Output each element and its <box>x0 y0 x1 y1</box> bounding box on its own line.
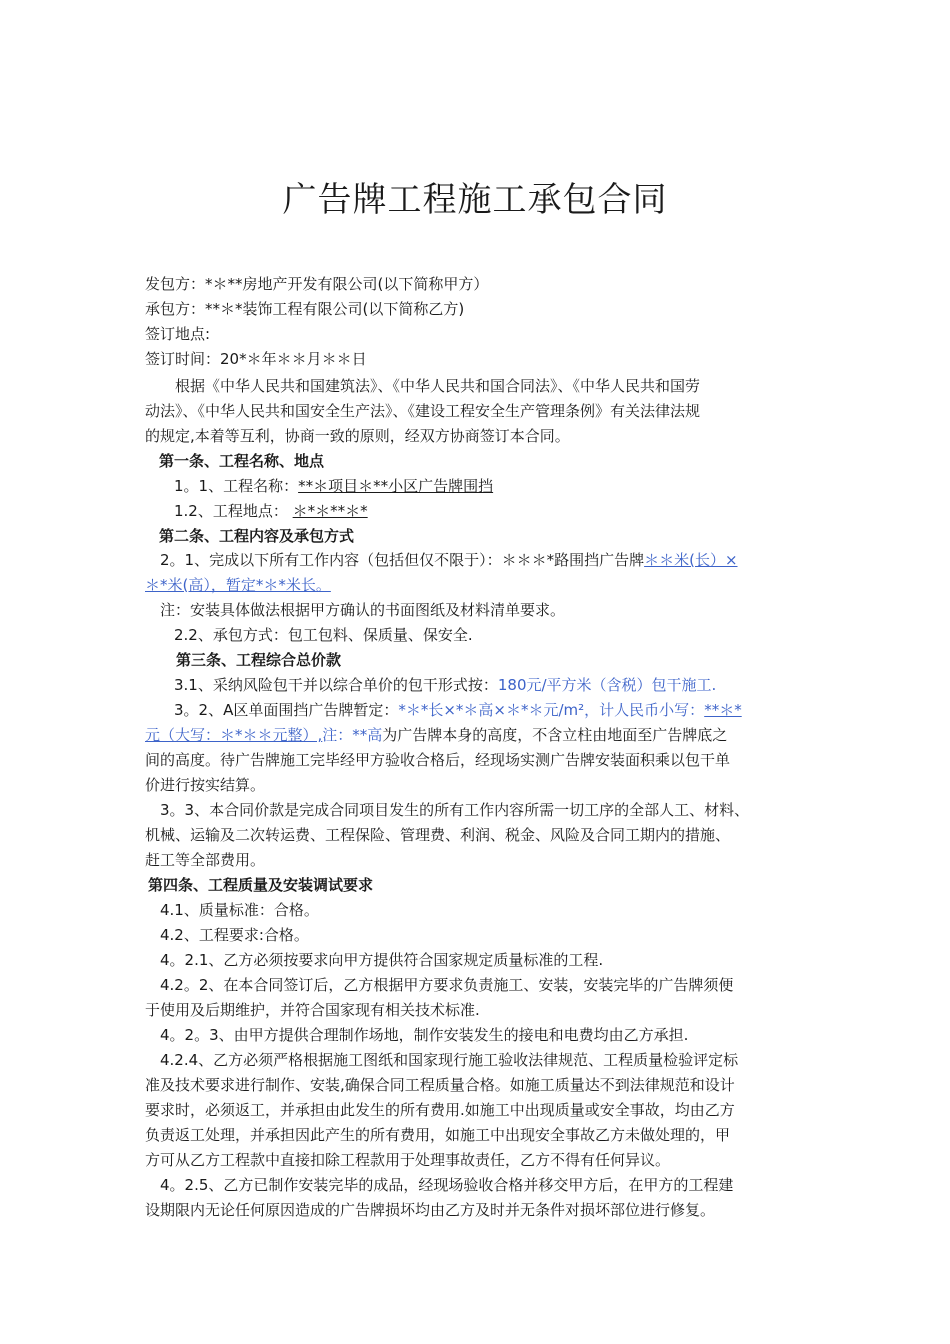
project-name-line <box>174 474 844 498</box>
provisional-sum-line: 价进行按实结算。 <box>145 776 266 794</box>
clause-4-2-2: 4.2。2、在本合同签订后，乙方根据甲方要求负责施工、安装，安装完毕的广告牌须便 <box>160 976 734 994</box>
document-title: 广告牌工程施工承包合同 <box>282 180 668 220</box>
work-scope-size: ＊＊米(长）× <box>644 551 738 569</box>
contractor-line: 承包方：**＊*装饰工程有限公司(以下简称乙方) <box>145 300 465 318</box>
height-note-text: 为广告牌本身的高度，不含立柱由地面至广告牌底之 <box>382 726 728 744</box>
article-1-heading: 第一条、工程名称、地点 <box>159 452 325 470</box>
clause-4-2-4: 负责返工处理，并承担因此产生的所有费用，如施工中出现安全事故乙方未做处理的，甲 <box>145 1126 731 1144</box>
project-site-value: ＊*＊**＊* <box>292 502 368 520</box>
article-3-heading: 第三条、工程综合总价款 <box>176 651 342 669</box>
contract-mode-line: 2.2、承包方式：包工包料、保质量、保安全. <box>174 626 473 644</box>
project-requirement-line: 4.2、工程要求:合格。 <box>160 926 309 944</box>
clause-4-2-3: 4。2。3、由甲方提供合理制作场地，制作安装发生的接电和电费均由乙方承担. <box>160 1026 689 1044</box>
unit-price-value: 180元/平方米（含税）包干施工. <box>497 676 717 694</box>
project-name-label: 1。1、工程名称： <box>174 477 299 495</box>
quality-standard-line: 4.1、质量标准：合格。 <box>160 901 319 919</box>
price-scope-line: 赶工等全部费用。 <box>145 851 266 869</box>
work-scope-line <box>145 573 815 597</box>
price-scope-line: 机械、运输及二次转运费、工程保险、管理费、利润、税金、风险及合同工期内的措施、 <box>145 826 731 844</box>
price-scope-line: 3。3、本合同价款是完成合同项目发生的所有工作内容所需一切工序的全部人工、材料、 <box>160 801 750 819</box>
employer-line: 发包方：*＊**房地产开发有限公司(以下简称甲方） <box>145 275 489 293</box>
clause-4-2-4: 准及技术要求进行制作、安装,确保合同工程质量合格。如施工质量达不到法律规范和设计 <box>145 1076 735 1094</box>
preamble-line: 根据《中华人民共和国建筑法》、《中华人民共和国合同法》、《中华人民共和国劳 <box>175 377 701 395</box>
provisional-sum-formula: *＊*长×*＊高×＊*＊元/m²，计人民币小写： <box>398 701 705 719</box>
provisional-sum-line <box>174 698 815 722</box>
article-2-heading: 第二条、工程内容及承包方式 <box>159 527 355 545</box>
clause-4-2-4: 要求时，必须返工，并承担由此发生的所有费用.如施工中出现质量或安全事故，均由乙方 <box>145 1101 735 1119</box>
work-scope-line <box>160 548 815 572</box>
article-4-heading: 第四条、工程质量及安装调试要求 <box>148 876 374 894</box>
project-site-label: 1.2、工程地点： <box>174 502 288 520</box>
project-site-line <box>174 499 844 523</box>
clause-4-2-4: 4.2.4、乙方必须严格根据施工图纸和国家现行施工验收法律规范、工程质量检验评定标 <box>160 1051 739 1069</box>
work-scope-text: 2。1、完成以下所有工作内容（包括但仅不限于）：＊＊＊*路围挡广告牌 <box>160 551 645 569</box>
work-scope-size: ＊*米(高），暂定*＊*米长。 <box>145 576 331 594</box>
provisional-sum-amount: **＊* <box>704 701 742 719</box>
clause-4-2-5: 设期限内无论任何原因造成的广告牌损坏均由乙方及时并无条件对损坏部位进行修复。 <box>145 1201 716 1219</box>
provisional-sum-line: 间的高度。待广告牌施工完毕经甲方验收合格后，经现场实测广告牌安装面积乘以包干单 <box>145 751 731 769</box>
signing-date-line: 签订时间：20*＊年＊＊月＊＊日 <box>145 350 367 368</box>
preamble-line: 动法》、《中华人民共和国安全生产法》、《建设工程安全生产管理条例》有关法律法规 <box>145 402 701 420</box>
clause-4-2-4: 方可从乙方工程款中直接扣除工程款用于处理事故责任，乙方不得有任何异议。 <box>145 1151 671 1169</box>
unit-price-label: 3.1、采纳风险包干并以综合单价的包干形式按： <box>174 676 498 694</box>
provisional-sum-label: 3。2、A区单面围挡广告牌暂定： <box>174 701 399 719</box>
installation-note: 注：安装具体做法根据甲方确认的书面图纸及材料清单要求。 <box>160 601 566 619</box>
clause-4-2-5: 4。2.5、乙方已制作安装完毕的成品，经现场验收合格并移交甲方后，在甲方的工程建 <box>160 1176 734 1194</box>
provisional-sum-words: 元（大写：＊*＊＊元整）, <box>145 726 323 744</box>
preamble-line: 的规定,本着等互利，协商一致的原则，经双方协商签订本合同。 <box>145 427 570 445</box>
project-name-value: **＊项目＊**小区广告牌围挡 <box>298 477 494 495</box>
provisional-sum-line <box>145 723 815 747</box>
clause-4-2-1: 4。2.1、乙方必须按要求向甲方提供符合国家规定质量标准的工程. <box>160 951 604 969</box>
height-note: 注：**高 <box>322 726 383 744</box>
signing-place-line: 签订地点: <box>145 325 211 343</box>
clause-4-2-2: 于使用及后期维护，并符合国家现有相关技术标准. <box>145 1001 480 1019</box>
unit-price-line <box>174 673 844 697</box>
